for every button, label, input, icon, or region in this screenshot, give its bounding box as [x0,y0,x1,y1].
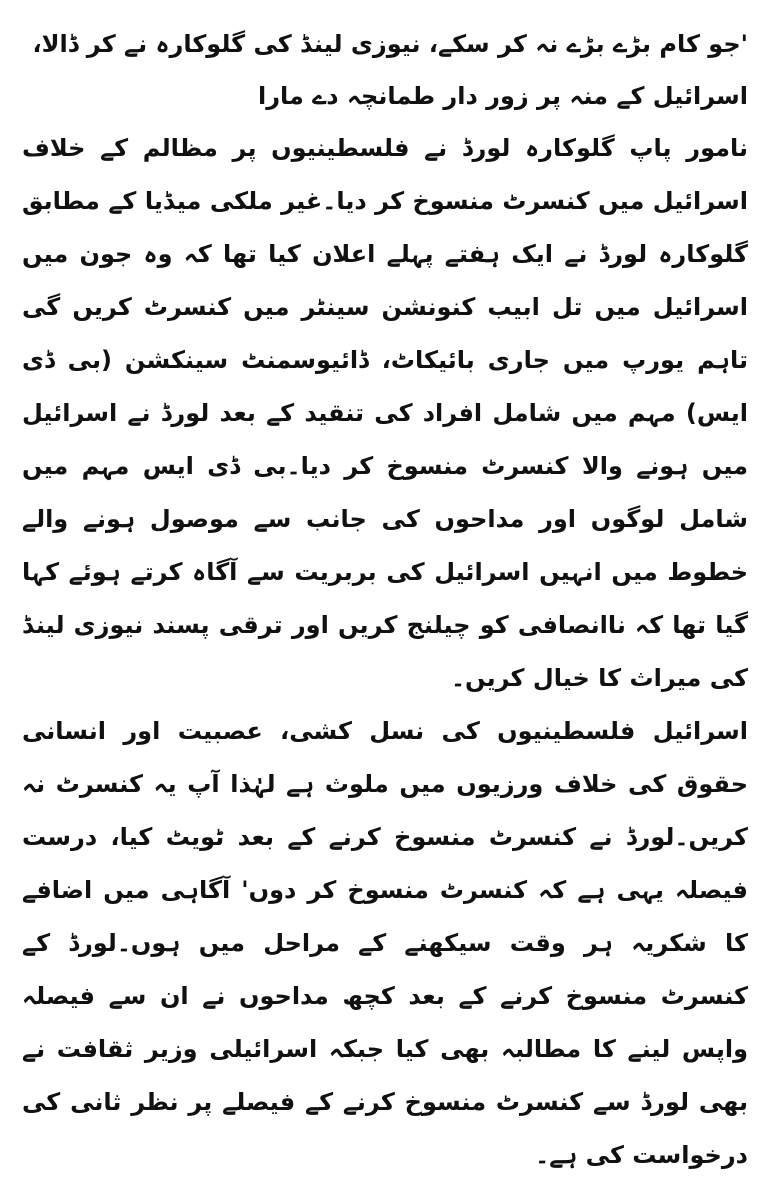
article [22,18,748,1182]
article-headline: 'جو کام بڑے بڑے نہ کر سکے، نیوزی لینڈ کی گلوکارہ نے کر ڈالا، اسرائیل کے منہ پر زور دار طمانچہ دے مارا [32,30,748,110]
article-paragraph-2: اسرائیل فلسطینیوں کی نسل کشی، عصبیت اور انسانی حقوق کی خلاف ورزیوں میں ملوث ہے لہٰذا آپ یہ کنسرٹ نہ کریں۔لورڈ نے کنسرٹ منسوخ کرنے کے بعد ٹویٹ کیا، درست فیصلہ یہی ہے کہ کنسرٹ منسوخ کر دوں' آگاہی میں اضافے کا شکریہ ہر وقت سیکھنے کے مراحل میں ہوں۔لورڈ کے کنسرٹ منسوخ کرنے کے بعد کچھ مداحوں نے ان سے فیصلہ واپس لینے کا مطالبہ بھی کیا جبکہ اسرائیلی وزیر ثقافت نے بھی لورڈ سے کنسرٹ منسوخ کرنے کے فیصلے پر نظر ثانی کی درخواست کی ہے۔ [22,717,748,1169]
article-paragraph-1: نامور پاپ گلوکارہ لورڈ نے فلسطینیوں پر مظالم کے خلاف اسرائیل میں کنسرٹ منسوخ کر دیا۔غیر ملکی میڈیا کے مطابق گلوکارہ لورڈ نے ایک ہفتے پہلے اعلان کیا تھا کہ وہ جون میں اسرائیل میں تل ابیب کنونشن سینٹر میں کنسرٹ کریں گی تاہم یورپ میں جاری بائیکاٹ، ڈائیوسمنٹ سینکشن (بی ڈی ایس) مہم میں شامل افراد کی تنقید کے بعد لورڈ نے اسرائیل میں ہونے والا کنسرٹ منسوخ کر دیا۔بی ڈی ایس مہم میں شامل لوگوں اور مداحوں کی جانب سے موصول ہونے والے خطوط میں انہیں اسرائیل کی بربریت سے آگاہ کرتے ہوئے کہا گیا تھا کہ ناانصافی کو چیلنج کریں اور ترقی پسند نیوزی لینڈ کی میراث کا خیال کریں۔ [22,134,748,692]
